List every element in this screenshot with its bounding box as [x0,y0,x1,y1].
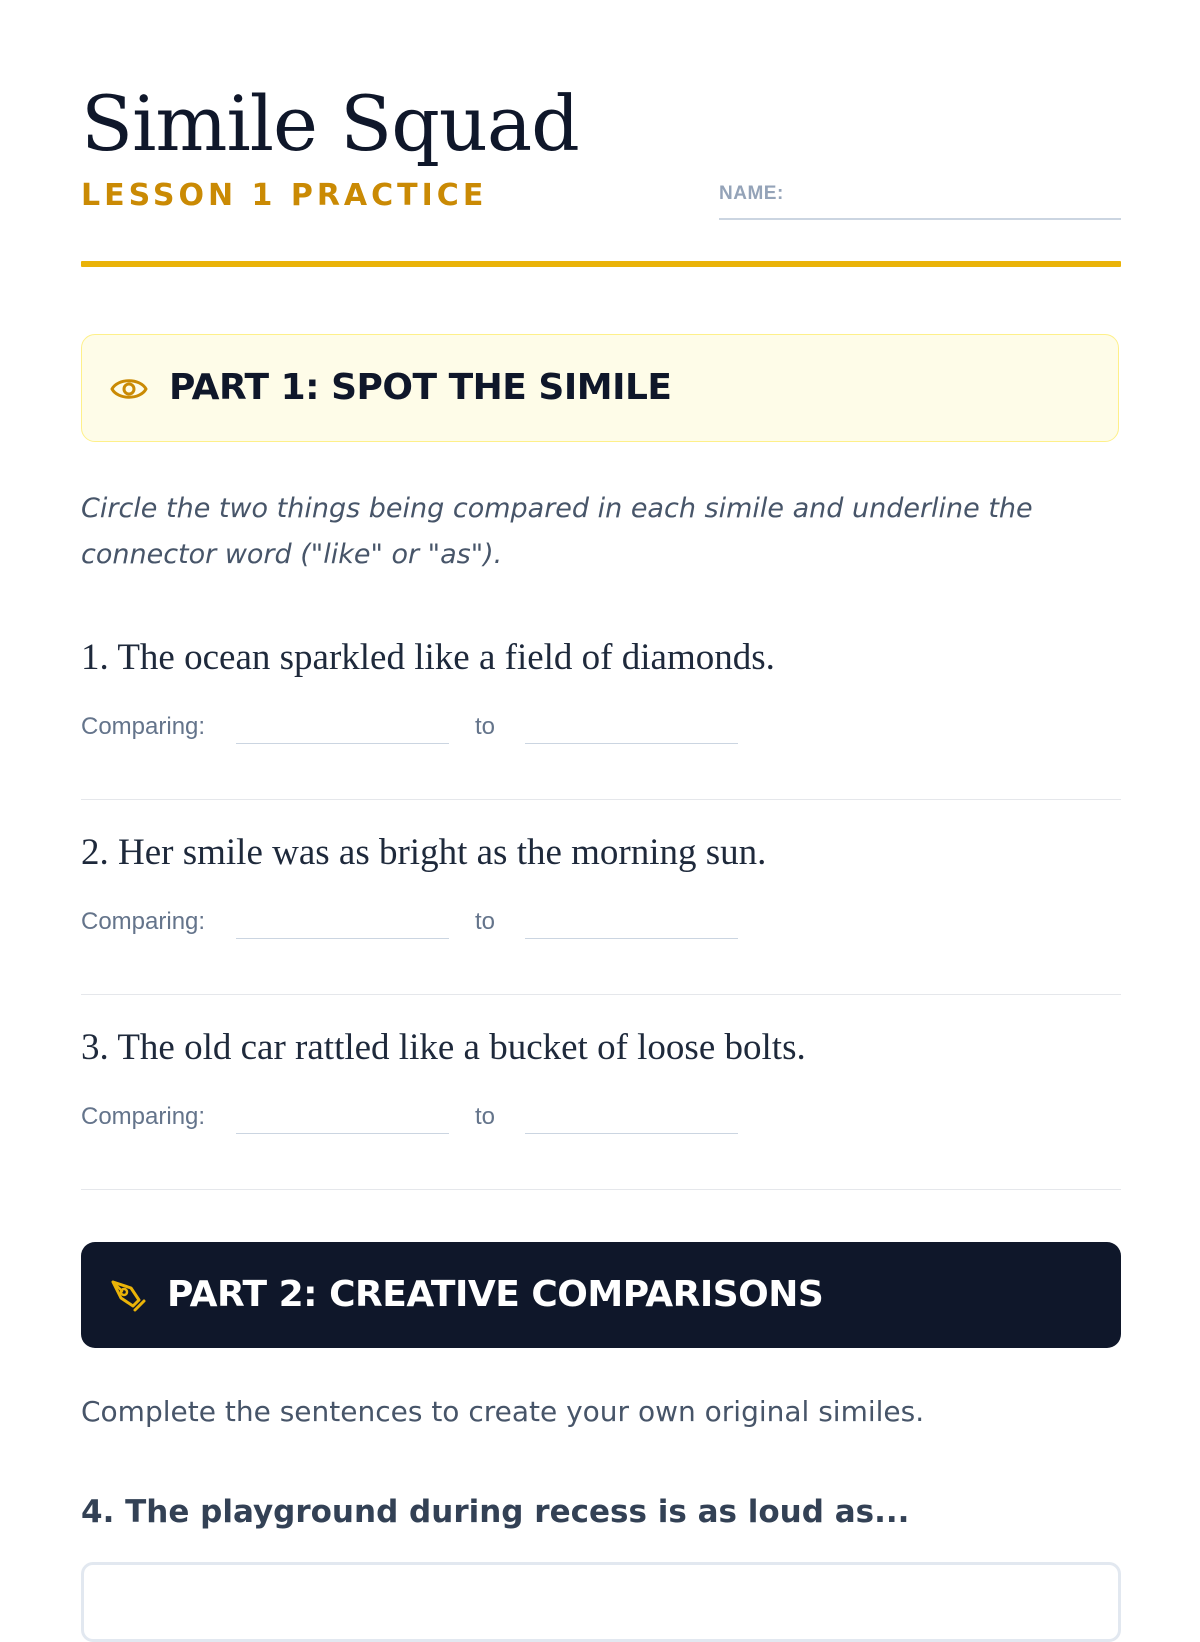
comparing-row [81,707,1121,747]
comparing-blank-b[interactable] [525,743,738,744]
question-sentence: 1. The ocean sparkled like a field of diamonds. [81,637,775,678]
part-1-banner [81,334,1119,442]
comparing-row [81,1097,1121,1137]
part-2-banner [81,1242,1121,1348]
name-field[interactable] [719,178,1121,220]
eye-icon [110,373,148,405]
comparing-blank-a[interactable] [236,1133,449,1134]
lesson-subtitle: LESSON 1 PRACTICE [81,178,488,213]
part-2-heading: PART 2: CREATIVE COMPARISONS [167,1274,824,1315]
comparing-label: Comparing: [81,908,206,935]
comparing-blank-b[interactable] [525,1133,738,1134]
to-label: to [475,908,496,935]
header-divider [81,261,1121,267]
comparing-blank-a[interactable] [236,743,449,744]
question-4-prompt: 4. The playground during recess is as loud as... [81,1494,910,1530]
worksheet-page [81,0,1121,1530]
question-sentence: 3. The old car rattled like a bucket of loose bolts. [81,1027,806,1068]
part-1-instructions: Circle the two things being compared in each simile and underline the connector word ("like" or "as"). [81,493,1033,570]
pen-nib-icon [109,1276,147,1314]
question-4-answer-box[interactable] [81,1562,1121,1642]
question-2 [81,829,1121,995]
question-1 [81,634,1121,800]
page-title: Simile Squad [81,79,579,168]
to-label: to [475,713,496,740]
to-label: to [475,1103,496,1130]
comparing-label: Comparing: [81,713,206,740]
question-sentence: 2. Her smile was as bright as the morning sun. [81,832,767,873]
part-2-instructions: Complete the sentences to create your own original similes. [81,1395,925,1428]
worksheet-header [81,0,1121,268]
comparing-row [81,902,1121,942]
name-label: NAME: [719,183,784,204]
comparing-blank-b[interactable] [525,938,738,939]
part-1-heading: PART 1: SPOT THE SIMILE [169,367,672,408]
comparing-blank-a[interactable] [236,938,449,939]
question-3 [81,1024,1121,1190]
comparing-label: Comparing: [81,1103,206,1130]
